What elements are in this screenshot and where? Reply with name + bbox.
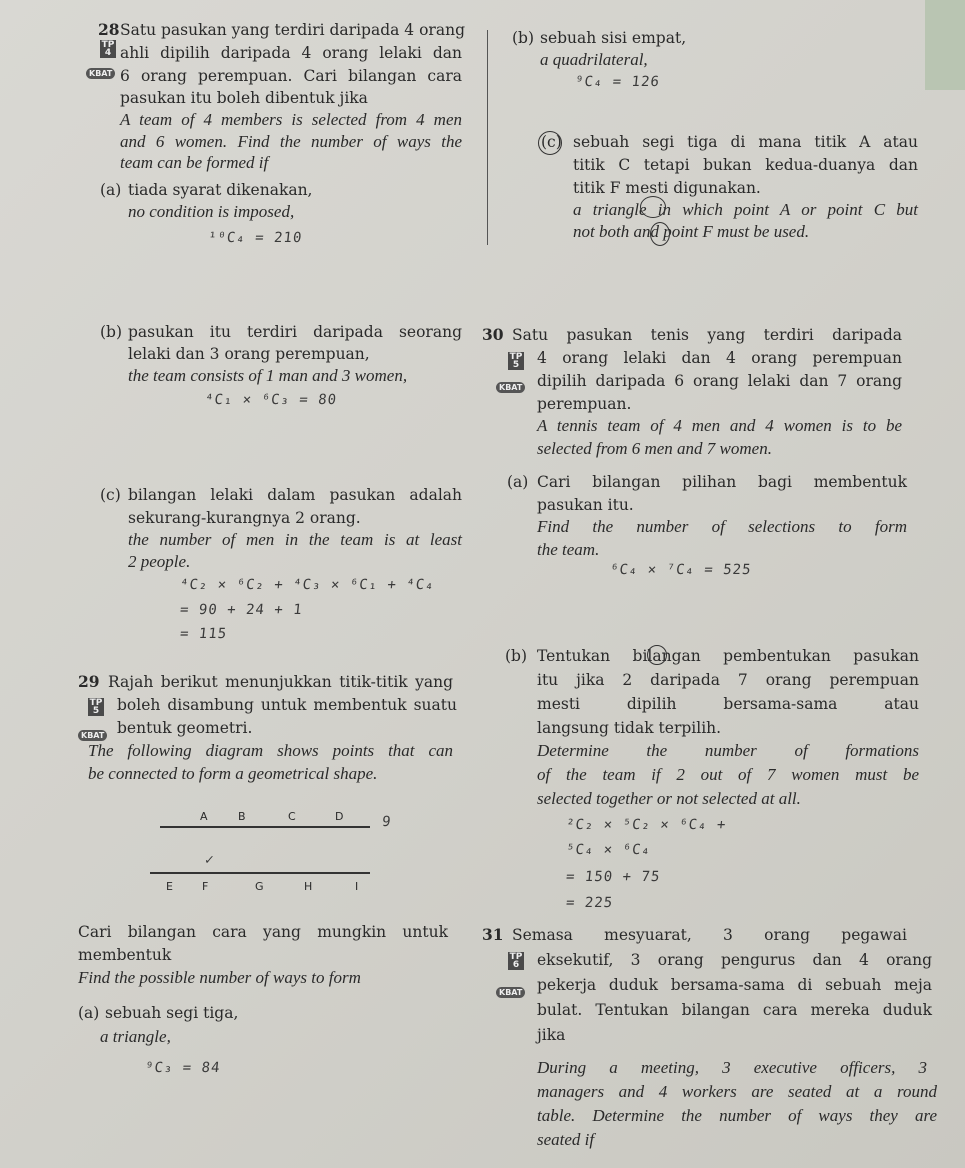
question-text: Cari bilangan cara yang mungkin untuk	[78, 923, 448, 941]
part-text: mesti dipilih bersama-sama atau	[537, 695, 919, 713]
background-edge	[925, 0, 965, 90]
kbat-badge: KBAT	[496, 987, 525, 998]
question-number: 31	[482, 925, 504, 944]
part-text-en: 2 people.	[128, 552, 191, 571]
part-text-en: the number of men in the team is at least	[128, 530, 462, 549]
tp-badge: TP 4	[101, 40, 115, 58]
question-text: Semasa mesyuarat, 3 orang pegawai	[512, 926, 907, 944]
part-text-en: no condition is imposed,	[128, 202, 295, 221]
diagram-line	[150, 872, 370, 874]
point-label: F	[202, 880, 209, 893]
part-text-en: a triangle,	[100, 1027, 171, 1046]
part-text: bilangan lelaki dalam pasukan adalah	[128, 486, 462, 504]
handwritten-answer: = 90 + 24 + 1	[179, 602, 304, 618]
handwritten-check: ✓	[204, 852, 216, 868]
question-number: 30	[482, 325, 504, 344]
part-text: Tentukan bilangan pembentukan pasukan	[537, 647, 919, 665]
handwritten-answer: ⁴C₂ × ⁶C₂ + ⁴C₃ × ⁶C₁ + ⁴C₄	[179, 577, 436, 593]
handwritten-answer: = 225	[565, 895, 614, 911]
pen-circle-mark	[650, 222, 670, 246]
part-text-en: the team.	[537, 540, 600, 559]
part-text-en: not both and point F must be used.	[573, 222, 810, 241]
kbat-badge: KBAT	[496, 382, 525, 393]
part-text-en: selected together or not selected at all.	[537, 789, 801, 808]
pen-circle-mark	[647, 645, 667, 665]
question-text-en: Find the possible number of ways to form	[78, 968, 361, 987]
part-text-en: a quadrilateral,	[540, 50, 648, 69]
question-text: bentuk geometri.	[117, 719, 253, 737]
part-label: (b)	[100, 323, 123, 341]
question-text-en: During a meeting, 3 executive officers, 3	[537, 1058, 927, 1077]
question-text: dipilih daripada 6 orang lelaki dan 7 orang	[537, 372, 902, 390]
question-text-en: managers and 4 workers are seated at a round	[537, 1082, 937, 1101]
point-label: E	[166, 880, 173, 893]
part-text: Cari bilangan pilihan bagi membentuk	[537, 473, 907, 491]
question-text: boleh disambung untuk membentuk suatu	[117, 696, 457, 714]
point-label: B	[238, 810, 246, 823]
question-text: 6 orang perempuan. Cari bilangan cara	[120, 67, 462, 85]
part-text-en: Find the number of selections to form	[537, 517, 907, 536]
handwritten-answer: ⁹C₃ = 84	[144, 1060, 222, 1076]
tp-badge: TP 6	[509, 952, 523, 970]
handwritten-answer: ⁹C₄ = 126	[574, 74, 661, 90]
part-text: pasukan itu.	[537, 496, 634, 514]
part-text: sebuah segi tiga,	[105, 1004, 239, 1022]
question-text: Satu pasukan yang terdiri daripada 4 orang	[120, 21, 465, 39]
pen-circle-mark	[640, 196, 666, 218]
part-text: sebuah sisi empat,	[540, 29, 687, 47]
question-text: Rajah berikut menunjukkan titik-titik yang	[108, 673, 453, 691]
part-label: (c)	[541, 133, 562, 151]
part-text: langsung tidak terpilih.	[537, 719, 722, 737]
part-text: tiada syarat dikenakan,	[128, 181, 313, 199]
part-text: lelaki dan 3 orang perempuan,	[128, 345, 370, 363]
handwritten-answer: ⁵C₄ × ⁶C₄	[565, 842, 652, 858]
part-text: itu jika 2 daripada 7 orang perempuan	[537, 671, 919, 689]
part-text-en: of the team if 2 out of 7 women must be	[537, 765, 919, 784]
handwritten-answer: = 115	[179, 626, 228, 642]
question-text-en: The following diagram shows points that can	[88, 741, 453, 760]
handwritten-answer: ⁴C₁ × ⁶C₃ = 80	[204, 392, 338, 408]
tp-badge: TP 5	[89, 698, 103, 716]
question-text: perempuan.	[537, 395, 632, 413]
question-text-en: and 6 women. Find the number of ways the	[120, 132, 462, 151]
question-text-en: A team of 4 members is selected from 4 men	[120, 110, 462, 129]
question-text: pasukan itu boleh dibentuk jika	[120, 89, 368, 107]
part-text-en: the team consists of 1 man and 3 women,	[128, 366, 408, 385]
question-text: eksekutif, 3 orang pengurus dan 4 orang	[537, 951, 932, 969]
question-number: 28	[98, 20, 120, 39]
handwritten-answer: ²C₂ × ⁵C₂ × ⁶C₄ +	[565, 817, 728, 833]
part-text: titik C tetapi bukan kedua-duanya dan	[573, 156, 918, 174]
question-text-en: seated if	[537, 1130, 595, 1149]
diagram-line	[160, 826, 370, 828]
point-label: H	[304, 880, 313, 893]
question-text-en: table. Determine the number of ways they are	[537, 1106, 937, 1125]
point-label: I	[355, 880, 359, 893]
question-text-en: be connected to form a geometrical shape.	[88, 764, 378, 783]
point-label: G	[255, 880, 264, 893]
pen-circle-mark	[538, 131, 562, 155]
part-text: sebuah segi tiga di mana titik A atau	[573, 133, 918, 151]
question-text: pekerja duduk bersama-sama di sebuah meja	[537, 976, 932, 994]
question-text: ahli dipilih daripada 4 orang lelaki dan	[120, 44, 462, 62]
question-text: jika	[537, 1026, 566, 1044]
question-text: Satu pasukan tenis yang terdiri daripada	[512, 326, 902, 344]
point-label: C	[288, 810, 296, 823]
tp-badge: TP 5	[509, 352, 523, 370]
kbat-badge: KBAT	[86, 68, 115, 79]
part-label: (a)	[100, 181, 122, 199]
question-text: membentuk	[78, 946, 172, 964]
handwritten-answer: ⁶C₄ × ⁷C₄ = 525	[609, 562, 753, 578]
part-label: (b)	[505, 647, 528, 665]
handwritten-answer: = 150 + 75	[565, 869, 662, 885]
part-text: pasukan itu terdiri daripada seorang	[128, 323, 462, 341]
part-text-en: a triangle in which point A or point C but	[573, 200, 918, 219]
part-text-en: Determine the number of formations	[537, 741, 919, 760]
handwritten-note: 9	[381, 814, 393, 830]
part-label: (c)	[100, 486, 121, 504]
question-text: 4 orang lelaki dan 4 orang perempuan	[537, 349, 902, 367]
question-number: 29	[78, 672, 100, 691]
handwritten-answer: ¹⁰C₄ = 210	[207, 230, 304, 246]
kbat-badge: KBAT	[78, 730, 107, 741]
part-text: titik F mesti digunakan.	[573, 179, 761, 197]
point-label: D	[335, 810, 344, 823]
question-text-en: team can be formed if	[120, 153, 269, 172]
part-label: (b)	[512, 29, 535, 47]
part-label: (a)	[78, 1004, 100, 1022]
question-text-en: A tennis team of 4 men and 4 women is to be	[537, 416, 902, 435]
part-label: (a)	[507, 473, 529, 491]
question-text-en: selected from 6 men and 7 women.	[537, 439, 772, 458]
column-divider	[487, 30, 488, 245]
point-label: A	[200, 810, 208, 823]
part-text: sekurang-kurangnya 2 orang.	[128, 509, 361, 527]
question-text: bulat. Tentukan bilangan cara mereka duduk	[537, 1001, 932, 1019]
